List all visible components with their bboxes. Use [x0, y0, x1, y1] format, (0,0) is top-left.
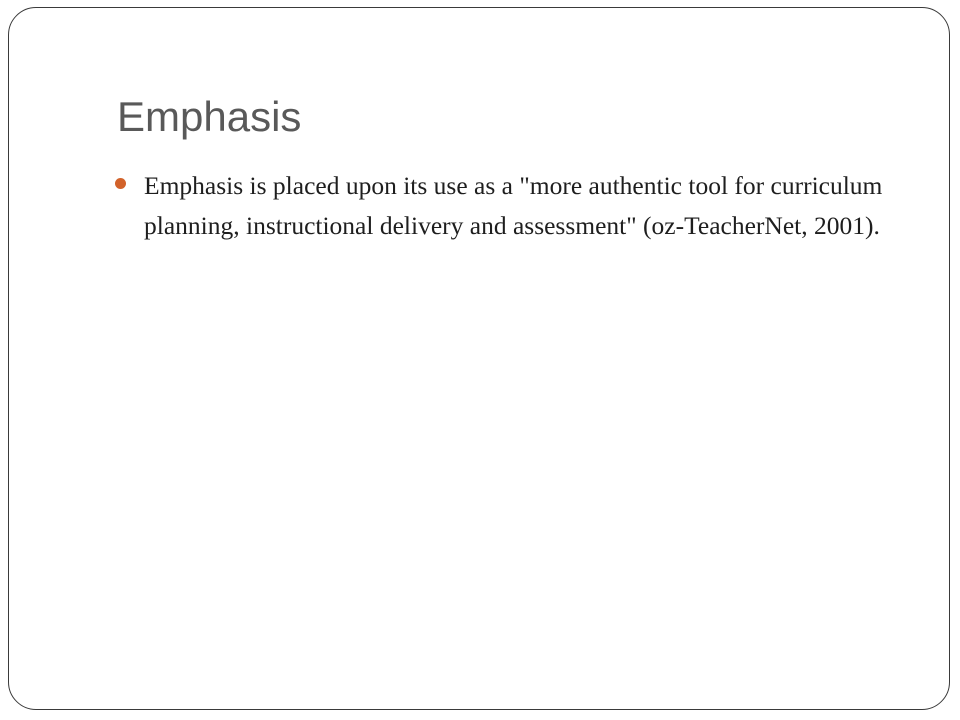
- bullet-item: [115, 166, 915, 246]
- bullet-text: Emphasis is placed upon its use as a "more authentic tool for curriculum planning, instructional delivery and assessment" (oz-TeacherNet, 2001).: [144, 171, 883, 240]
- slide-title: Emphasis: [117, 93, 302, 140]
- slide-frame: [8, 7, 950, 710]
- bullet-list: [115, 166, 915, 246]
- bullet-dot-icon: [115, 178, 126, 189]
